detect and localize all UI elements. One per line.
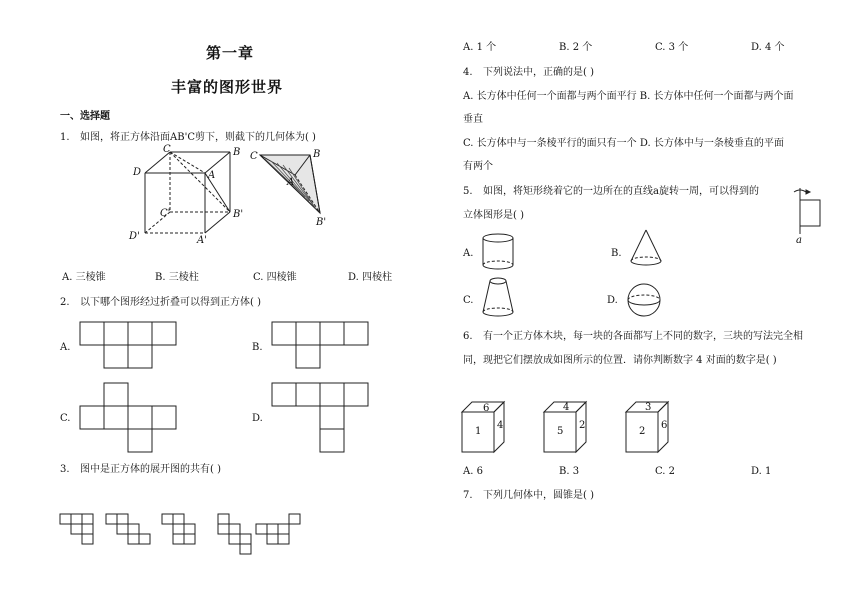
cylinder-icon: [480, 232, 520, 274]
question-5-text: 如图，将矩形绕着它的一边所在的直线a旋转一周，可以得到的: [483, 186, 759, 197]
q5-option-c[interactable]: C.: [463, 295, 474, 306]
frustum-icon: [480, 276, 520, 322]
q4-options-line-3: C. 长方体中与一条棱平行的面只有一个 D. 长方体中与一条棱垂直的平面: [463, 138, 784, 149]
q5-option-a[interactable]: A.: [463, 248, 474, 259]
q6-option-d[interactable]: D. 1: [751, 466, 772, 477]
net-option-a: [80, 322, 180, 372]
question-6-text: 有一个正方体木块，每一块的各面都写上不同的数字，三块的写法完全相: [483, 331, 803, 342]
vertex-label: A: [208, 170, 216, 181]
cube-figure: [125, 145, 345, 245]
q3-option-c[interactable]: C. 3 个: [655, 42, 689, 53]
cone-icon: [628, 228, 668, 272]
cube-3-front-number: 2: [639, 426, 646, 437]
q3-option-a[interactable]: A. 1 个: [463, 42, 497, 53]
q1-option-d[interactable]: D. 四棱柱: [348, 272, 393, 283]
q6-option-b[interactable]: B. 3: [559, 466, 580, 477]
net-option-b: [272, 322, 372, 372]
question-2-text: 以下哪个图形经过折叠可以得到正方体( ): [80, 297, 261, 308]
question-4-text: 下列说法中，正确的是( ): [483, 67, 594, 78]
q1-option-b[interactable]: B. 三棱柱: [155, 272, 199, 283]
vertex-label: C: [250, 151, 258, 162]
question-1: [60, 131, 316, 145]
q3-option-d[interactable]: D. 4 个: [751, 42, 785, 53]
vertex-label: C': [160, 208, 171, 219]
q6-option-a[interactable]: A. 6: [463, 466, 483, 477]
q1-option-c[interactable]: C. 四棱锥: [253, 272, 297, 283]
cube-3-top-number: 3: [645, 402, 652, 413]
q2-option-a[interactable]: A.: [60, 342, 71, 353]
question-2: [60, 296, 261, 310]
q2-option-c[interactable]: C.: [60, 413, 71, 424]
section-heading: 一、选择题: [60, 111, 110, 122]
question-7: [463, 489, 594, 503]
page-title: 丰富的图形世界: [171, 78, 284, 96]
vertex-label: D': [129, 231, 140, 242]
q4-options-line-4: 有两个: [463, 161, 493, 172]
net-option-d: [272, 383, 372, 458]
rotating-rectangle-figure: [790, 186, 830, 248]
q5-option-d[interactable]: D.: [607, 295, 618, 306]
vertex-label: D: [133, 167, 142, 178]
numbered-cubes-figure: [460, 398, 690, 458]
cube-1-side-number: 4: [497, 420, 504, 431]
vertex-label: B': [233, 209, 244, 220]
q2-option-d[interactable]: D.: [252, 413, 263, 424]
question-3: [60, 463, 221, 477]
q6-option-c[interactable]: C. 2: [655, 466, 676, 477]
cube-2-front-number: 5: [557, 426, 564, 437]
question-1-text: 如图，将正方体沿面AB'C剪下，则截下的几何体为( ): [80, 132, 316, 143]
q4-options-line-1: A. 长方体中任何一个面都与两个面平行 B. 长方体中任何一个面都与两个面: [463, 91, 794, 102]
question-5-number: 5.: [463, 186, 473, 197]
q2-option-b[interactable]: B.: [252, 342, 263, 353]
vertex-label: A': [197, 235, 207, 246]
vertex-label: B: [233, 147, 241, 158]
vertex-label: B: [313, 149, 321, 160]
cube-3-side-number: 6: [661, 420, 668, 431]
question-3-text: 图中是正方体的展开图的共有( ): [80, 464, 221, 475]
cube-2-top-number: 4: [563, 402, 570, 413]
q5-option-b[interactable]: B.: [611, 248, 622, 259]
question-5-text-continued: 立体图形是( ): [463, 210, 524, 221]
vertex-label: B': [316, 217, 327, 228]
unfolding-nets-figure: [58, 512, 308, 557]
chapter-heading: 第一章: [206, 44, 255, 62]
question-1-number: 1.: [60, 132, 70, 143]
vertex-label: C: [163, 144, 171, 155]
question-4-number: 4.: [463, 67, 473, 78]
question-6-number: 6.: [463, 331, 473, 342]
question-4: [463, 66, 594, 80]
question-5: [463, 185, 759, 199]
vertex-label: A: [287, 177, 295, 188]
cube-2-side-number: 2: [579, 420, 586, 431]
q4-options-line-2: 垂直: [463, 114, 483, 125]
axis-label: a: [796, 235, 802, 246]
question-6-text-continued: 同，现把它们摆放成如图所示的位置．请你判断数字 4 对面的数字是( ): [463, 355, 777, 366]
question-2-number: 2.: [60, 297, 70, 308]
cube-1-front-number: 1: [475, 426, 482, 437]
q1-option-a[interactable]: A. 三棱锥: [62, 272, 106, 283]
question-7-text: 下列几何体中，圆锥是( ): [483, 490, 594, 501]
net-option-c: [80, 383, 180, 458]
question-3-number: 3.: [60, 464, 70, 475]
q3-option-b[interactable]: B. 2 个: [559, 42, 593, 53]
question-6: [463, 330, 803, 344]
question-7-number: 7.: [463, 490, 473, 501]
cube-1-top-number: 6: [483, 403, 490, 414]
sphere-icon: [626, 283, 666, 319]
